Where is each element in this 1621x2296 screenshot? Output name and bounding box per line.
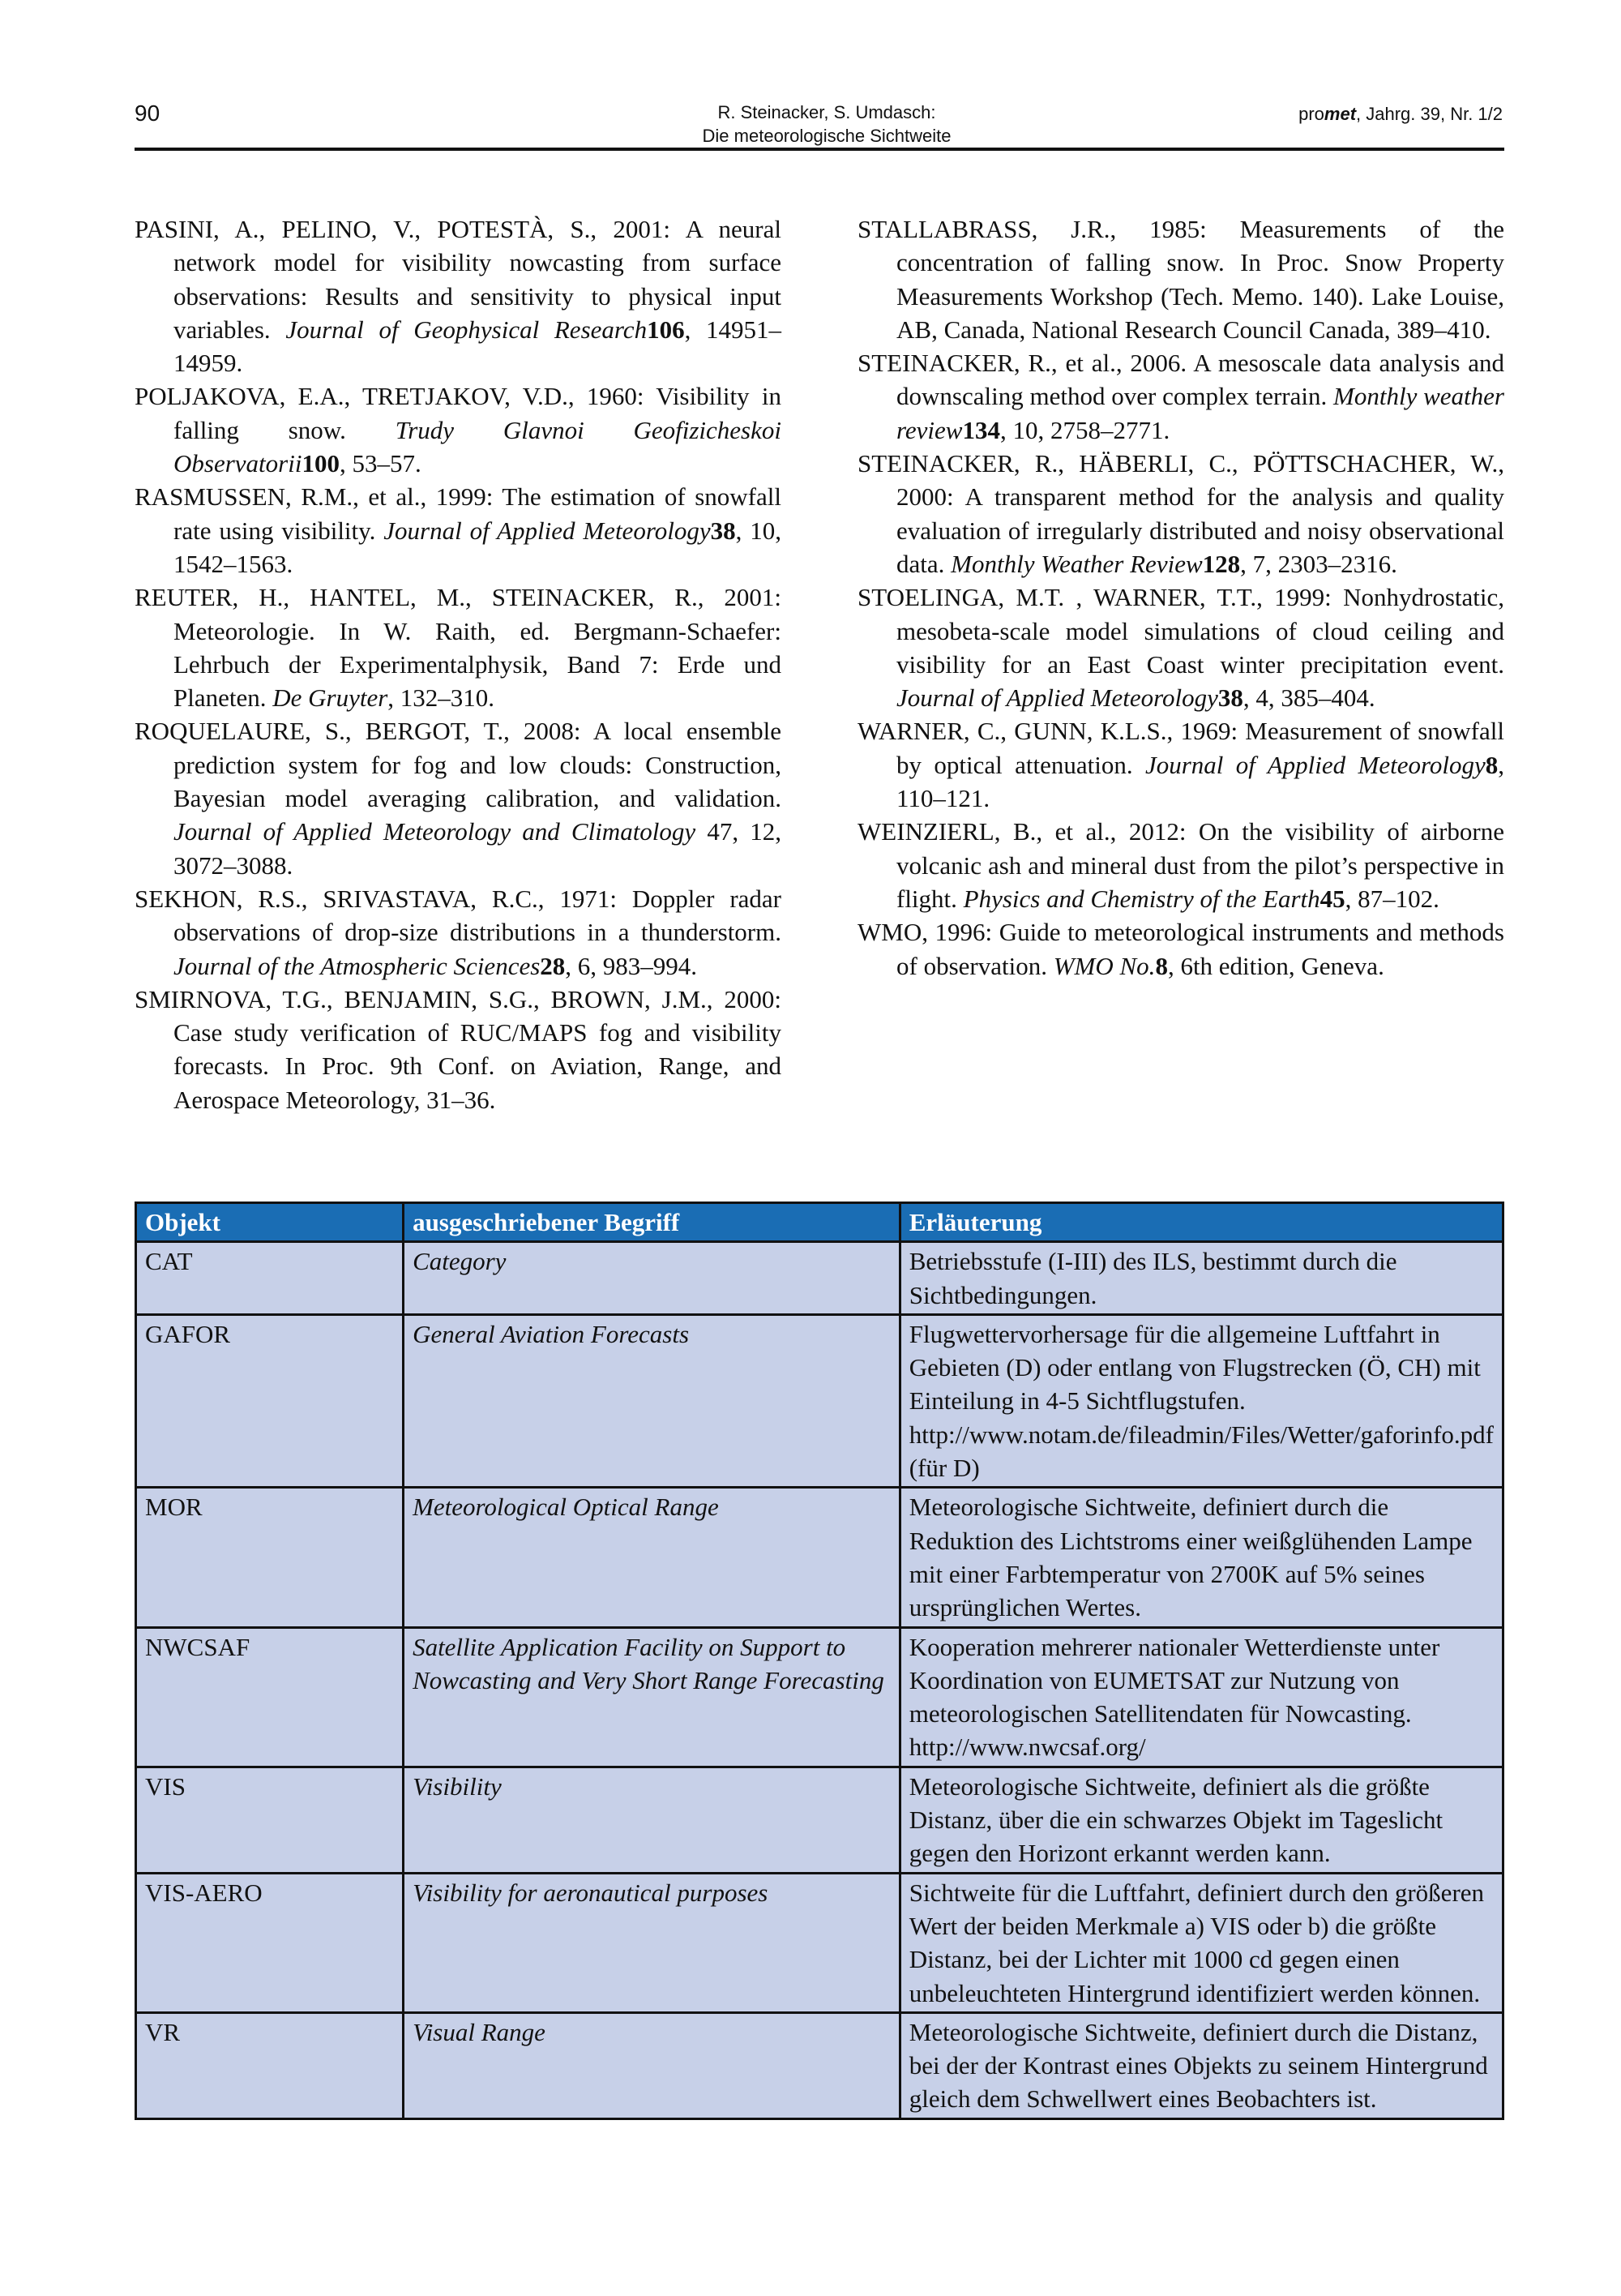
term-cell: Meteorological Optical Range [404,1488,900,1627]
abbr-cell: VR [136,2012,404,2118]
header-rule [135,148,1504,151]
column-header-begriff: ausgeschriebener Begriff [404,1203,900,1242]
page-header [0,0,1621,162]
abbr-cell: MOR [136,1488,404,1627]
term-cell: General Aviation Forecasts [404,1314,900,1487]
reference-entry [135,882,781,983]
reference-volume: 128 [1202,549,1241,578]
reference-pages: , 10, 2758–2771. [999,415,1170,444]
reference-journal: Trudy Glavnoi Geofizicheskoi Observatorii [173,415,781,478]
reference-pages: , 10, 1542–1563. [173,516,781,578]
description-cell: Betriebsstufe (I-III) des ILS, bestimmt durch die Sichtbedingungen. [900,1242,1503,1315]
reference-journal: Journal of Applied Meteorology [1144,750,1486,779]
reference-pages: , 7, 2303–2316. [1240,549,1397,578]
term-cell: Visibility [404,1767,900,1873]
abbr-cell: VIS-AERO [136,1873,404,2012]
reference-journal: Journal of Applied Meteorology and Climatology [173,817,696,846]
reference-entry [858,580,1504,714]
reference-entry [858,815,1504,915]
reference-pages: , 110–121. [896,750,1504,813]
reference-pages: , 132–310. [387,683,495,713]
description-cell: Meteorologische Sichtweite, definiert durch die Distanz, bei der der Kontrast eines Objekts zu seinem Hintergrund gleich dem Schwellwert eines Beobachters ist. [900,2012,1503,2118]
reference-entry [135,580,781,714]
table-header-row [136,1203,1503,1242]
reference-entry [858,714,1504,815]
running-title [567,101,1086,148]
reference-journal: Journal of Applied Meteorology [383,516,711,545]
reference-text: STALLABRASS, J.R., 1985: Measurements of the concentration of falling snow. In Proc. Snow Property Measurements Workshop (Tech. Memo. 140). Lake Louise, AB, Canada, National Research Council Canada, 389–410. [858,215,1504,344]
journal-name-pre: pro [1298,104,1324,124]
description-cell: Flugwettervorhersage für die allgemeine Luftfahrt in Gebieten (D) oder entlang von Flugstrecken (Ö, CH) mit Einteilung in 4-5 Sichtflugstufen. http://www.notam.de/fileadmin/Files/Wetter/gaforinfo.pdf (für D) [900,1314,1503,1487]
references-left-column [135,212,781,1116]
reference-journal: Journal of the Atmospheric Sciences [173,951,541,980]
journal-info [1298,104,1503,125]
reference-text: STEINACKER, R., HÄBERLI, C., PÖTTSCHACHER, W., 2000: A transparent method for the analysis and quality evaluation of irregularly distributed and noisy observational data. [858,449,1504,578]
reference-text: WEINZIERL, B., et al., 2012: On the visibility of airborne volcanic ash and mineral dust from the pilot’s perspective in flight. [858,817,1504,913]
reference-pages: , 4, 385–404. [1242,683,1375,713]
reference-text: SMIRNOVA, T.G., BENJAMIN, S.G., BROWN, J.M., 2000: Case study verification of RUC/MAPS fog and visibility forecasts. In Proc. 9th Conf. on Aviation, Range, and Aerospace Meteorology, 31–36. [135,984,781,1114]
reference-pages: , 14951–14959. [173,315,782,378]
reference-volume: 100 [302,449,340,478]
reference-entry [135,480,781,580]
reference-text: PASINI, A., PELINO, V., POTESTÀ, S., 2001: A neural network model for visibility nowcasting from surface observations: Results and sensitivity to physical input variables. [135,215,781,344]
reference-pages: , 6, 983–994. [565,951,698,980]
running-authors: R. Steinacker, S. Umdasch: [717,102,936,122]
term-cell: Visibility for aeronautical purposes [404,1873,900,2012]
running-article-title: Die meteorologische Sichtweite [702,126,952,146]
table-row [136,1873,1503,2012]
table-row [136,1488,1503,1627]
reference-volume: 38 [1217,683,1243,713]
reference-text: SEKHON, R.S., SRIVASTAVA, R.C., 1971: Doppler radar observations of drop-size distributions in a thunderstorm. [135,884,781,947]
reference-journal: Monthly Weather Review [951,549,1203,578]
reference-text: REUTER, H., HANTEL, M., STEINACKER, R., 2001: Meteorologie. In W. Raith, ed. Bergmann-Schaefer: Lehrbuch der Experimentalphysik, Band 7: Erde und Planeten. [135,583,781,713]
reference-entry [135,379,781,480]
table-row [136,1627,1503,1767]
abbr-cell: CAT [136,1242,404,1315]
description-cell: Meteorologische Sichtweite, definiert durch die Reduktion des Lichtstroms einer weißglühenden Lampe mit einer Farbtemperatur von 2700K auf 5% seines ursprünglichen Wertes. [900,1488,1503,1627]
journal-name-mark: met [1324,104,1357,124]
reference-journal: Journal of Geophysical Research [285,315,648,344]
table-row [136,1767,1503,1873]
reference-entry [858,915,1504,983]
reference-text: WMO, 1996: Guide to meteorological instruments and methods of observation. [858,918,1504,980]
reference-text: STEINACKER, R., et al., 2006. A mesoscale data analysis and downscaling method over complex terrain. [858,349,1504,411]
reference-pages: , 87–102. [1345,884,1439,913]
reference-entry [135,983,781,1116]
reference-text: ROQUELAURE, S., BERGOT, T., 2008: A local ensemble prediction system for fog and low clouds: Construction, Bayesian model averaging calibration, and validation. [135,717,781,813]
column-header-objekt: Objekt [136,1203,404,1242]
abbreviation-table [135,1202,1504,2120]
reference-volume: 134 [962,415,1000,444]
reference-volume: 45 [1319,884,1345,913]
reference-text: WARNER, C., GUNN, K.L.S., 1969: Measurement of snowfall by optical attenuation. [858,717,1504,779]
reference-volume: 8 [1155,951,1168,980]
description-cell: Meteorologische Sichtweite, definiert als die größte Distanz, über die ein schwarzes Objekt im Tageslicht gegen den Horizont erkannt werden kann. [900,1767,1503,1873]
reference-journal: Physics and Chemistry of the Earth [963,884,1320,913]
page-number: 90 [135,101,160,126]
reference-pages: , 53–57. [339,449,421,478]
reference-volume: 8 [1485,750,1499,779]
description-cell: Kooperation mehrerer nationaler Wetterdienste unter Koordination von EUMETSAT zur Nutzung von meteorologischen Satellitendaten für Nowcasting. http://www.nwcsaf.org/ [900,1627,1503,1767]
table-row [136,2012,1503,2118]
reference-volume: 28 [540,951,566,980]
reference-text: RASMUSSEN, R.M., et al., 1999: The estimation of snowfall rate using visibility. [135,482,781,545]
reference-pages: , 6th edition, Geneva. [1167,951,1384,980]
term-cell: Category [404,1242,900,1315]
term-cell: Visual Range [404,2012,900,2118]
reference-volume: 106 [647,315,685,344]
abbr-cell: VIS [136,1767,404,1873]
reference-journal: Journal of Applied Meteorology [896,683,1218,713]
table-body [136,1242,1503,2118]
reference-journal: WMO No. [1053,951,1156,980]
references-right-column [858,212,1504,983]
term-cell: Satellite Application Facility on Support to Nowcasting and Very Short Range Forecasting [404,1627,900,1767]
reference-entry [858,346,1504,447]
reference-volume: 38 [710,516,736,545]
description-cell: Sichtweite für die Luftfahrt, definiert durch den größeren Wert der beiden Merkmale a) VIS oder b) die größte Distanz, bei der Lichter mit 1000 cd gegen einen unbeleuchteten Hintergrund identifiziert werden können. [900,1873,1503,2012]
reference-pages: 47, 12, 3072–3088. [173,817,781,880]
abbr-cell: GAFOR [136,1314,404,1487]
abbr-cell: NWCSAF [136,1627,404,1767]
reference-text: POLJAKOVA, E.A., TRETJAKOV, V.D., 1960: Visibility in falling snow. [135,382,781,444]
reference-entry [135,212,781,379]
reference-journal: Monthly weather review [896,382,1504,444]
reference-journal: De Gruyter [272,683,388,713]
reference-entry [135,714,781,881]
table-row [136,1314,1503,1487]
journal-issue: , Jahrg. 39, Nr. 1/2 [1356,104,1503,124]
reference-entry [858,447,1504,580]
table-row [136,1242,1503,1315]
reference-entry [858,212,1504,346]
reference-text: STOELINGA, M.T. , WARNER, T.T., 1999: Nonhydrostatic, mesobeta-scale model simulations of cloud ceiling and visibility for an East Coast winter precipitation event. [858,583,1504,679]
column-header-erlaeuterung: Erläuterung [900,1203,1503,1242]
